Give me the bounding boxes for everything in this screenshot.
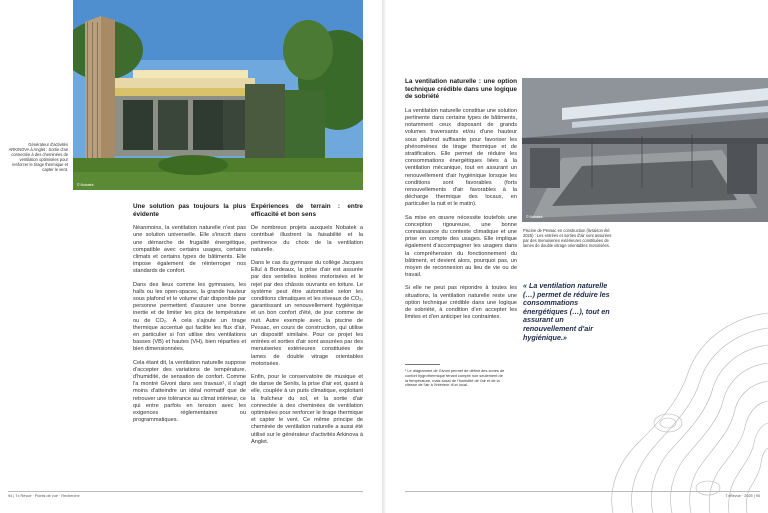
photo-caption: Piscine de Pessac en construction (livraison été 2025) : Les entrées et sorties d'air sont assurées par des menuiseries extérieures constituées de lames de double vitrage orientables motorisées. [523,228,612,249]
section-heading: Expériences de terrain : entre efficacité et bon sens [251,203,363,218]
photo-credit: © Nobatek [77,183,94,187]
arkinova-building-illustration [73,0,363,190]
paragraph: Cela étant dit, la ventilation naturelle suppose d'accepter des variations de température, d'humidité, de sensation de confort. Comme l'a montré Givoni dans ses travaux¹, il s'agit moins d'atteindre un idéal normatif que de retrouver une tolérance au climat intérieur, ce qui entre parfois en tension avec les exigences réglementaires ou programmatiques. [133,359,246,424]
pessac-pool-photo [522,78,768,222]
left-page [0,0,382,513]
footnote: ¹ Le diagramme de Givoni permet de définir des zones de confort hygrothermique tenant compte non seulement de la température, mais aussi de l'humidité de l'air et de la vitesse de l'air à l'intérieur d'un local. [405,368,505,388]
paragraph: Dans le cas du gymnase du collège Jacques Ellul à Bordeaux, la prise d'air est assurée par des ventelles isolées motorisées et le rejet par des châssis ouvrants en toiture. Le système peut être automatisé selon les conditions climatiques et les niveaux de CO₂, garantissant un renouvellement hygiénique et un bon confort d'été, de jour comme de nuit. Autre exemple avec la piscine de Pessac, en cours de construction, qui utilise un dispositif similaire. Pour ce projet les entrées et sorties d'air sont assurées par des menuiseries extérieures constituées de lames de double vitrage orientables motorisées. [251,260,363,367]
footer-rule [405,491,760,492]
paragraph: Néanmoins, la ventilation naturelle n'est pas une solution universelle. Elle s'inscrit dans une démarche de frugalité énergétique, compatible avec certains usages, certains climats et certains types de bâtiments. Elle impose également de réinterroger nos standards de confort. [133,225,246,275]
text-column-1 [133,203,246,430]
paragraph: La ventilation naturelle constitue une solution pertinente dans certains types de bâtiments, notamment ceux disposant de grands volumes traversants et/ou d'une hauteur sous plafond suffisante pour favoriser les phénomènes de tirage thermique et de stratification. Elle permet de réduire les consommations énergétiques liées à la ventilation mécanique, tout en assurant un renouvellement d'air hygiénique lorsque les conditions sont favorables (forts renouvellements d'air favorables à la décharge thermique des locaux, en particulier la nuit et le matin). [405,107,517,208]
paragraph: Enfin, pour le conservatoire de musique et de danse de Senlis, la prise d'air est, quant à elle, couplée à un puits climatique, exploitant la fraîcheur du sol, et la sortie d'air connectée à des cheminées de ventilation optimisées pour renforcer le tirage thermique et capter le vent. Ce même principe de cheminée de ventilation naturelle a aussi été utilisé sur le générateur d'activités Arkinova à Anglet. [251,374,363,445]
paragraph: Sa mise en œuvre nécessite toutefois une conception rigoureuse, une bonne connaissance du contexte climatique et une prise en compte des usages. Elle implique également d'accompagner les usagers dans la compréhension du fonctionnement du bâtiment, et devient alors, pourquoi pas, un moyen de reconnexion au lieu de vie ou de travail. [405,214,517,279]
paragraph: Si elle ne peut pas répondre à toutes les situations, la ventilation naturelle reste une option technique crédible dans une logique de sobriété, à condition d'en accepter les limites et d'en anticiper les contraintes. [405,285,517,321]
arkinova-building-photo [73,0,363,190]
section-heading: Une solution pas toujours la plus évidente [133,203,246,218]
pull-quote: « La ventilation naturelle (…) permet de réduire les consommations énergétiques (…), tout en assurant un renouvellement d'air hygiénique.» [523,281,610,342]
paragraph: Dans des lieux comme les gymnases, les halls ou les open-spaces, la grande hauteur sous plafond et le volume d'air disponible par personne permettent d'assurer une bonne inertie et de limiter les pics de température ou de CO₂. À cela s'ajoute un tirage thermique accentué qui facilite les flux d'air, en particulier si l'on utilise des ventilations basses (VB) et hautes (VH), bien réparties et bien dimensionnées. [133,281,246,353]
right-page [386,0,768,513]
page-folio: 94 | Tx Revue · Points de vue · Recherche [8,494,80,498]
photo-caption: Générateur d'activités ARKINOVA à Anglet : Sortie d'air connectée à des cheminées de ventilation optimisées pour renforcer le tirage thermique et capter le vent. [8,142,68,173]
pessac-pool-illustration [522,78,768,222]
page-folio: TxRevue · 2025 | 95 [725,494,760,498]
text-column-3 [405,78,517,327]
section-heading: La ventilation naturelle : une option technique crédible dans une logique de sobriété [405,78,517,101]
footnote-rule [405,364,440,365]
text-column-2 [251,203,363,452]
footer-rule [8,491,363,492]
photo-credit: © Nobatek [526,215,543,219]
paragraph: De nombreux projets auxquels Nobatek a contribué illustrent la faisabilité et la pertinence du choix de la ventilation naturelle. [251,225,363,253]
